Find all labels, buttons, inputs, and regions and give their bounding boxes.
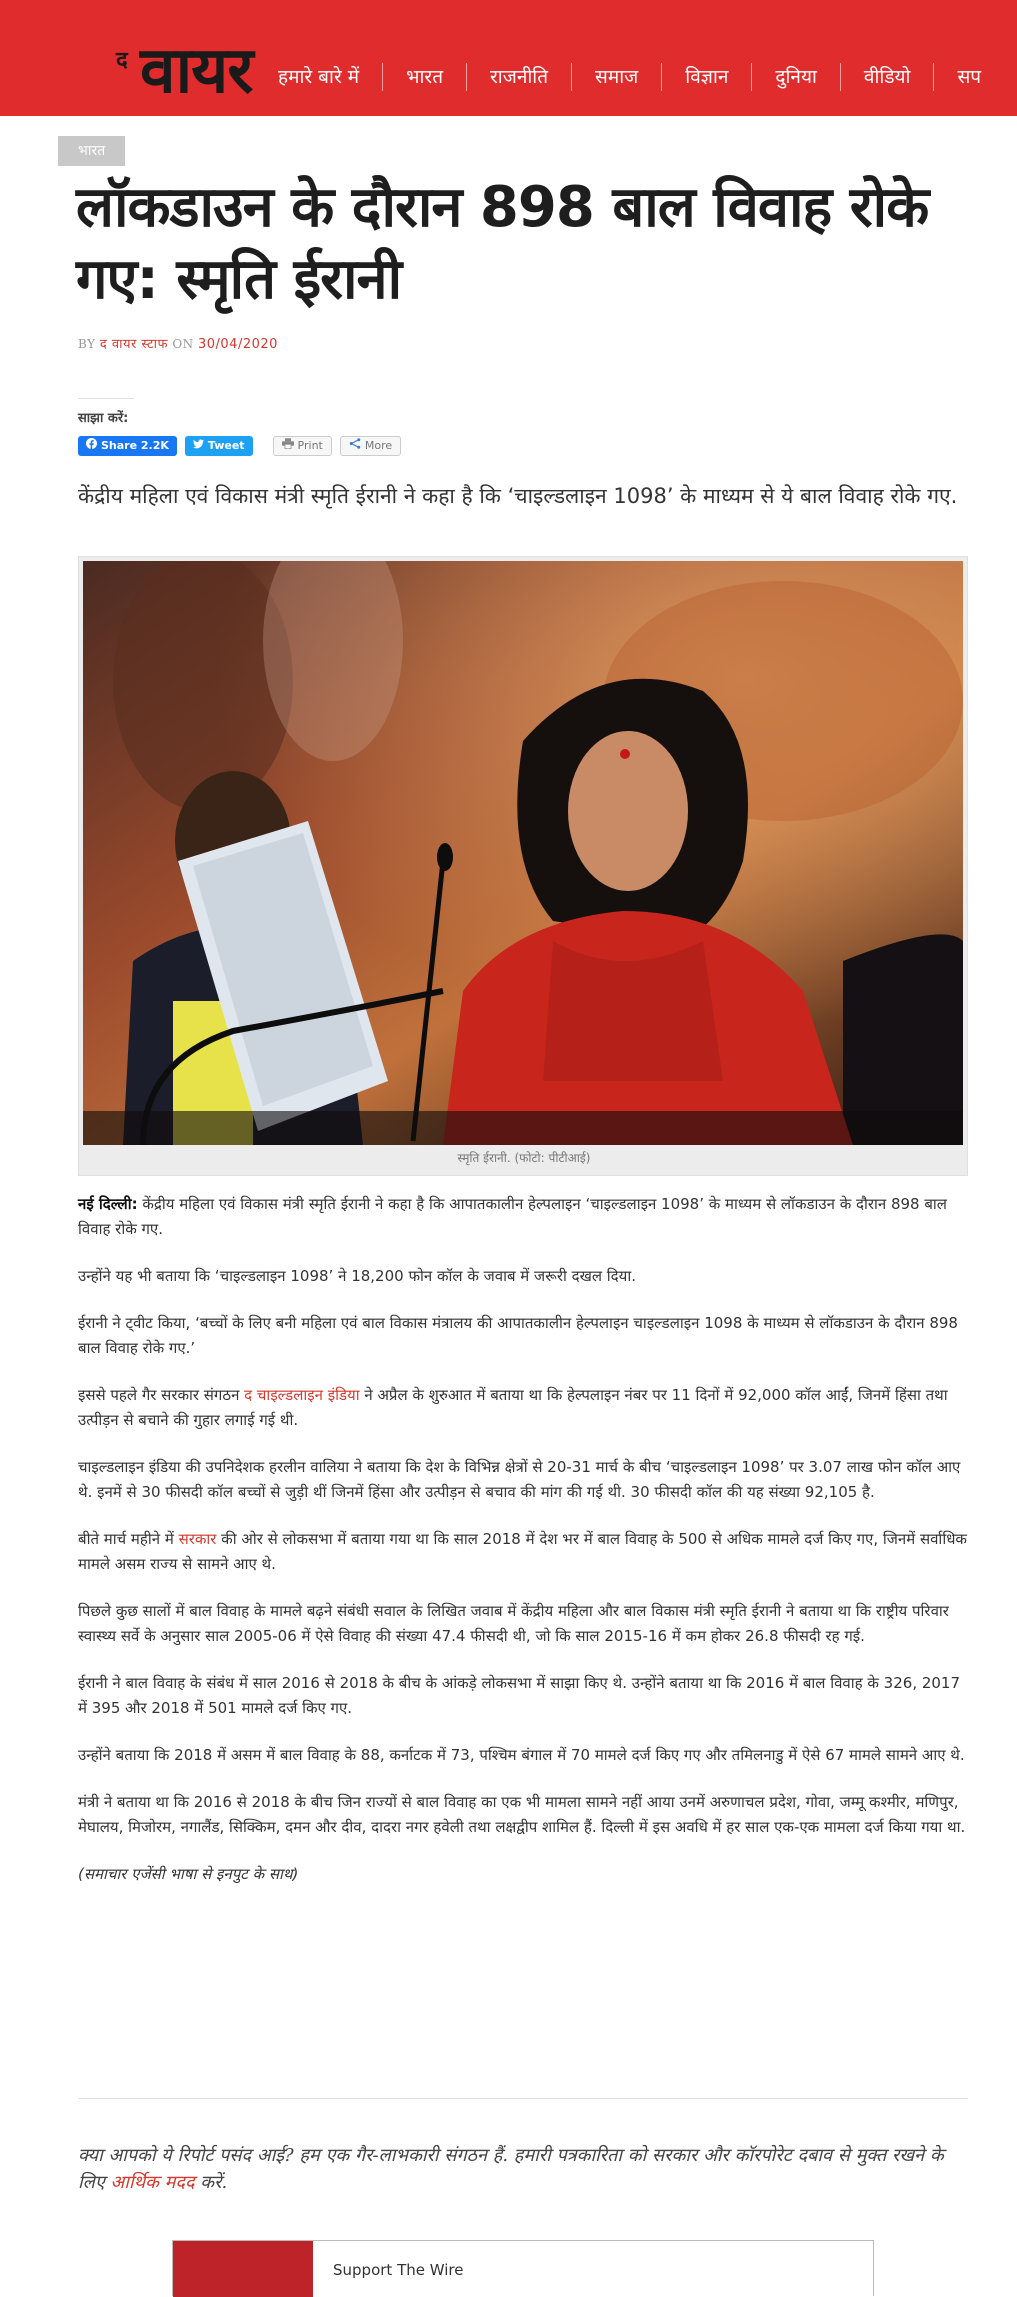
nav-item-about[interactable]: हमारे बारे में (278, 66, 360, 88)
nav-item-science[interactable]: विज्ञान (661, 63, 751, 91)
paragraph-text: केंद्रीय महिला एवं विकास मंत्री स्मृति ईरानी ने कहा है कि आपातकालीन हेल्पलाइन ‘चाइल्डलाइन 1098’ के माध्यम से लॉकडाउन के दौरान 898 बाल विवाह रोके गए. (78, 1195, 947, 1238)
tweet-button[interactable] (185, 436, 253, 456)
facebook-share-button[interactable] (78, 436, 177, 456)
nav-item-india[interactable]: भारत (382, 63, 466, 91)
image-caption: स्मृति ईरानी. (फोटो: पीटीआई) (457, 1151, 591, 1165)
support-text-end: करें. (194, 2172, 228, 2193)
logo-wordmark: वायर (140, 34, 253, 108)
paragraph-text: की ओर से लोकसभा में बताया गया था कि साल 2018 में देश भर में बाल विवाह के 500 से अधिक मामले दर्ज किए गए, जिनमें सर्वाधिक मामले असम राज्य से सामने आए थे. (78, 1530, 967, 1573)
paragraph: उन्होंने यह भी बताया कि ‘चाइल्डलाइन 1098’ ने 18,200 फोन कॉल के जवाब में जरूरी दखल दिया. (78, 1267, 636, 1285)
nav-item-more[interactable]: सप (933, 63, 1004, 91)
share-icon (349, 436, 361, 456)
more-share-button[interactable] (340, 436, 401, 456)
featured-image (78, 556, 968, 1176)
support-box-accent (173, 2241, 313, 2297)
nav-item-society[interactable]: समाज (571, 63, 661, 91)
byline (78, 334, 278, 352)
nav-item-world[interactable]: दुनिया (751, 63, 840, 91)
paragraph: ईरानी ने ट्वीट किया, ‘बच्चों के लिए बनी महिला एवं बाल विकास मंत्रालय की आपातकालीन हेल्पलाइन चाइल्डलाइन 1098 के माध्यम से लॉकडाउन के दौरान 898 बाल विवाह रोके गए.’ (78, 1314, 958, 1357)
donate-link[interactable]: आर्थिक मदद (110, 2172, 195, 2193)
paragraph: उन्होंने बताया कि 2018 में असम में बाल विवाह के 88, कर्नाटक में 73, पश्चिम बंगाल में 70 मामले दर्ज किए गए और तमिलनाडु में ऐसे 67 मामले सामने आए थे. (78, 1746, 965, 1764)
print-button[interactable] (273, 436, 332, 456)
paragraph: ईरानी ने बाल विवाह के संबंध में साल 2016 से 2018 के बीच के आंकड़े लोकसभा में साझा किए थे. उन्होंने बताया था कि 2016 में बाल विवाह के 326, 2017 में 395 और 2018 में 501 मामले दर्ज किए गए. (78, 1674, 961, 1717)
paragraph-text: बीते मार्च महीने में (78, 1530, 179, 1548)
category-tag[interactable]: भारत (58, 136, 125, 166)
logo-prefix: द (116, 47, 128, 73)
printer-icon (282, 436, 294, 456)
nav-item-video[interactable]: वीडियो (840, 63, 934, 91)
paragraph (78, 1527, 968, 1577)
more-label: More (364, 439, 393, 452)
paragraph: पिछले कुछ सालों में बाल विवाह के मामले बढ़ने संबंधी सवाल के लिखित जवाब में केंद्रीय महिला और बाल विकास मंत्री स्मृति ईरानी ने बताया था कि राष्ट्रीय परिवार स्वास्थ्य सर्वे के अनुसार साल 2005-06 में ऐसे विवाह की संख्या 47.4 फीसदी थी, जो कि साल 2015-16 में कम होकर 26.8 फीसदी रह गई. (78, 1602, 949, 1645)
article-body (78, 1192, 968, 1909)
facebook-icon (86, 436, 97, 456)
childline-india-link[interactable]: द चाइल्डलाइन इंडिया (244, 1386, 360, 1404)
byline-on: ON (172, 337, 194, 351)
share-label: साझा करें: (78, 411, 129, 426)
main-nav (264, 58, 1004, 96)
paragraph: मंत्री ने बताया था कि 2016 से 2018 के बीच जिन राज्यों से बाल विवाह का एक भी मामला सामने नहीं आया उनमें अरुणाचल प्रदेश, गोवा, जम्मू कश्मीर, मणिपुर, मेघालय, मिजोरम, नगालैंड, सिक्किम, दमन और दीव, दादरा नगर हवेली तथा लक्षद्वीप शामिल हैं. दिल्ली में इस अवधि में हर साल एक-एक मामला दर्ज किया गया था. (78, 1793, 966, 1836)
support-button-label: Support The Wire (333, 2261, 464, 2279)
author-link[interactable]: द वायर स्टाफ (99, 337, 168, 352)
government-link[interactable]: सरकार (178, 1530, 217, 1548)
support-appeal (78, 2142, 968, 2196)
paragraph-text: इससे पहले गैर सरकार संगठन (78, 1386, 245, 1404)
divider (78, 2098, 968, 2099)
source-note: (समाचार एजेंसी भाषा से इनपुट के साथ) (78, 1865, 299, 1883)
article-photo (83, 561, 963, 1145)
paragraph (78, 1192, 968, 1242)
support-the-wire-box[interactable] (172, 2240, 874, 2296)
facebook-share-label: Share 2.2K (101, 439, 169, 452)
support-text: क्या आपको ये रिपोर्ट पसंद आई? हम एक गैर-लाभकारी संगठन हैं. हमारी पत्रकारिता को सरकार और कॉरपोरेट दबाव से मुक्त रखने के लिए (78, 2145, 944, 2193)
twitter-icon (193, 436, 204, 456)
paragraph: चाइल्डलाइन इंडिया की उपनिदेशक हरलीन वालिया ने बताया कि देश के विभिन्न क्षेत्रों से 20-31 मार्च के बीच ‘चाइल्डलाइन 1098’ पर 3.07 लाख फोन कॉल आए थे. इनमें से 30 फीसदी कॉल बच्चों से जुड़ी थीं जिनमें हिंसा और उत्पीड़न से बचाव की मांग की गई थी. 30 फीसदी कॉल की यह संख्या 92,105 है. (78, 1458, 961, 1501)
dateline: नई दिल्ली: (78, 1195, 138, 1213)
paragraph (78, 1383, 968, 1433)
paragraph-text: ने अप्रैल के शुरुआत में बताया था कि हेल्पलाइन नंबर पर 11 दिनों में 92,000 कॉल आईं, जिनमें हिंसा तथा उत्पीड़न से बचाने की गुहार लगाई गई थी. (78, 1386, 948, 1429)
article-lead: केंद्रीय महिला एवं विकास मंत्री स्मृति ईरानी ने कहा है कि ‘चाइल्डलाइन 1098’ के माध्यम से ये बाल विवाह रोके गए. (78, 484, 958, 508)
share-divider (78, 398, 134, 399)
publish-date[interactable]: 30/04/2020 (197, 337, 278, 352)
byline-by: BY (78, 337, 96, 351)
tweet-label: Tweet (207, 439, 245, 452)
article-title: लॉकडाउन के दौरान 898 बाल विवाह रोके गए: स्मृति ईरानी (76, 175, 929, 312)
nav-item-politics[interactable]: राजनीति (466, 63, 571, 91)
site-header (0, 0, 1017, 116)
share-buttons (78, 436, 401, 456)
print-label: Print (297, 439, 323, 452)
